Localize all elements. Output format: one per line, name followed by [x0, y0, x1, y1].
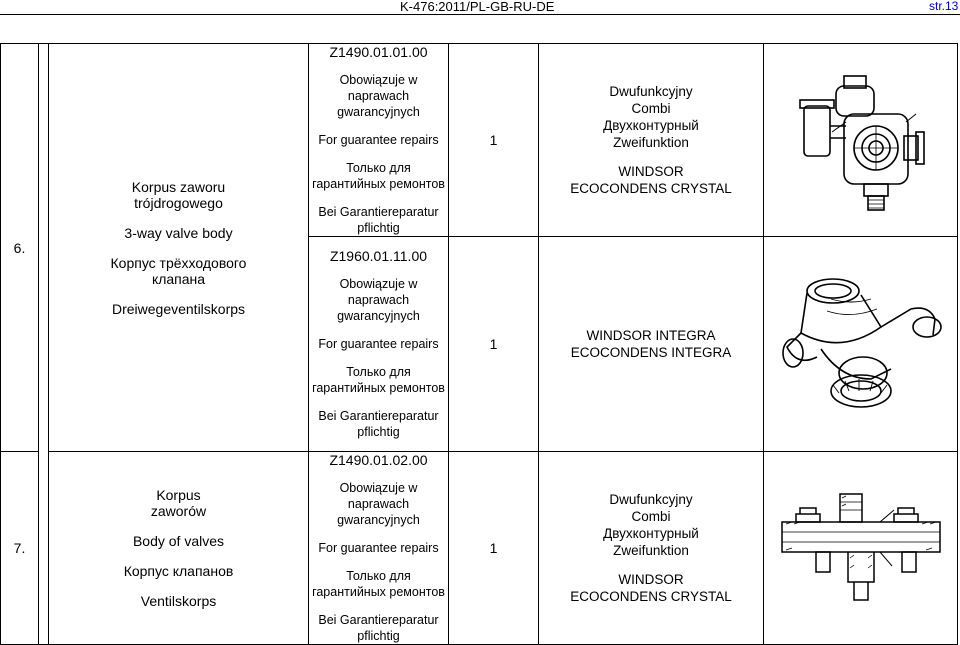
- part-name-ru: Корпус клапанов: [123, 563, 234, 579]
- part-name-pl: Korpus zaworu: [131, 178, 226, 195]
- note-pl: Obowiązuje w naprawach gwarancyjnych: [337, 277, 420, 323]
- part-name-ru: Корпус трёхходового: [110, 254, 247, 271]
- part-name-cell: [49, 44, 309, 452]
- part-name-de: Dreiwegeventilskorps: [111, 300, 246, 317]
- header-divider: [0, 14, 960, 15]
- quantity: 1: [449, 237, 539, 452]
- note-ru: Только для гарантийных ремонтов: [312, 569, 445, 599]
- document-code: K-476:2011/PL-GB-RU-DE: [400, 0, 555, 14]
- part-code-cell: [309, 237, 449, 452]
- version-line: ECOCONDENS INTEGRA: [570, 345, 732, 360]
- part-code-cell: [309, 452, 449, 645]
- note-ru: Только для гарантийных ремонтов: [312, 365, 445, 395]
- valves-body-section-drawing-icon: [776, 488, 946, 608]
- note-de: Bei Garantiereparatur pflichtig: [318, 409, 439, 439]
- note-ru: Только для гарантийных ремонтов: [312, 161, 445, 191]
- version-line: ECOCONDENS CRYSTAL: [570, 181, 732, 196]
- part-name-en: Body of valves: [132, 533, 225, 549]
- version-line: WINDSOR: [618, 572, 684, 587]
- note-en: For guarantee repairs: [318, 541, 439, 555]
- part-name-cell: [49, 452, 309, 645]
- page-header: [0, 0, 960, 14]
- version-line: Двухконтурный: [603, 526, 699, 541]
- version-line: Zweifunktion: [613, 543, 689, 558]
- table-row: [1, 452, 958, 645]
- version-cell: [539, 237, 764, 452]
- part-code-cell: [309, 44, 449, 237]
- item-number: 7.: [1, 452, 39, 645]
- part-name-de: Ventilskorps: [140, 593, 217, 609]
- note-pl: Obowiązuje w naprawach gwarancyjnych: [337, 73, 420, 119]
- part-name-ru: клапана: [151, 270, 206, 287]
- part-image-cell: [764, 452, 958, 645]
- part-code: Z1490.01.02.00: [329, 452, 428, 468]
- note-pl: Obowiązuje w naprawach gwarancyjnych: [337, 481, 420, 527]
- version-line: WINDSOR: [618, 164, 684, 179]
- version-line: Dwufunkcyjny: [609, 84, 693, 99]
- note-de: Bei Garantiereparatur pflichtig: [318, 613, 439, 643]
- empty-column: [39, 44, 49, 645]
- integra-valve-body-drawing-icon: [771, 269, 951, 419]
- parts-table: [0, 43, 958, 645]
- part-image-cell: [764, 44, 958, 237]
- version-cell: [539, 44, 764, 237]
- version-line: Combi: [631, 509, 671, 524]
- version-line: Двухконтурный: [603, 118, 699, 133]
- part-name-pl: Korpus: [156, 487, 201, 503]
- three-way-valve-body-drawing-icon: [786, 66, 936, 214]
- table-row: [1, 44, 958, 237]
- version-line: Combi: [631, 101, 671, 116]
- note-en: For guarantee repairs: [318, 133, 439, 147]
- item-number: 6.: [1, 44, 39, 452]
- version-line: ECOCONDENS CRYSTAL: [570, 589, 732, 604]
- version-cell: [539, 452, 764, 645]
- part-code: Z1960.01.11.00: [329, 248, 428, 264]
- quantity: 1: [449, 44, 539, 237]
- note-en: For guarantee repairs: [318, 337, 439, 351]
- note-de: Bei Garantiereparatur pflichtig: [318, 205, 439, 235]
- part-name-en: 3-way valve body: [124, 224, 233, 241]
- quantity: 1: [449, 452, 539, 645]
- part-name-pl: trójdrogowego: [134, 194, 223, 211]
- version-line: Dwufunkcyjny: [609, 492, 693, 507]
- part-image-cell: [764, 237, 958, 452]
- version-line: WINDSOR INTEGRA: [586, 328, 716, 343]
- part-code: Z1490.01.01.00: [329, 44, 428, 60]
- version-line: Zweifunktion: [613, 135, 689, 150]
- part-name-pl: zaworów: [150, 503, 207, 519]
- page-number[interactable]: str.13: [929, 0, 959, 13]
